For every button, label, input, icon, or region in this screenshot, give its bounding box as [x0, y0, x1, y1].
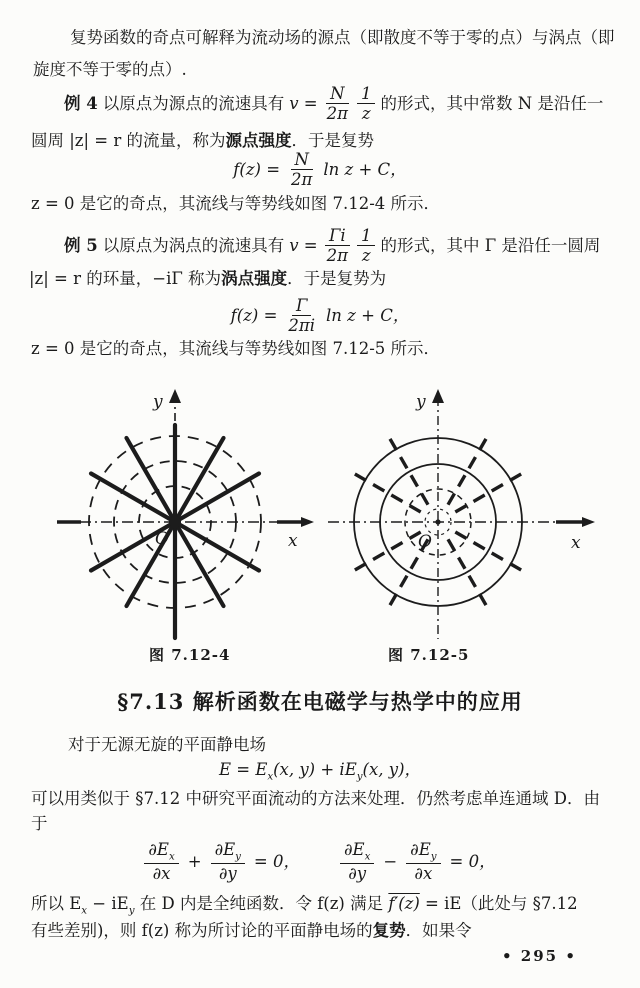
example5-line-2: |z| = r 的环量，−iΓ 称为涡点强度．于是复势为: [29, 269, 387, 288]
equals-zero-1: = 0，: [253, 851, 300, 871]
intro-line-2: 旋度不等于零的点）.: [33, 60, 187, 79]
figure-7-12-4: [55, 385, 325, 645]
x-axis-label: x: [571, 533, 581, 553]
y-axis-arrow-icon: [432, 389, 444, 403]
intro-line-1: 复势函数的奇点可解释为流动场的源点（即散度不等于零的点）与涡点（即: [70, 28, 615, 47]
plus-operator: +: [187, 851, 202, 871]
example4-tail: 的形式，其中常数 N 是沿任一: [380, 93, 604, 113]
electro-intro-line: 对于无源无旋的平面静电场: [68, 735, 266, 754]
pde-fraction-4: $\frac{\partial E_y}{\partial x}$: [406, 840, 440, 884]
origin-label: O: [418, 532, 432, 552]
example4-lead: 以原点为源点的流速具有: [102, 93, 285, 113]
figure-7-12-5: [328, 385, 618, 645]
velocity-equals: v =: [289, 93, 318, 113]
velocity-equals-2: v =: [289, 235, 318, 255]
electro-line-2a: 可以用类似于 §7.12 中研究平面流动的方法来处理．仍然考虑单连通域 D．由: [31, 789, 600, 808]
example5-lead: 以原点为涡点的流速具有: [102, 235, 285, 255]
fraction-N-2pi: $\frac{N}{2\pi}$: [291, 150, 313, 190]
field-formula: $E = E_x(x$, $y) + iE_y(x$, y)，: [218, 760, 422, 783]
y-axis-label: y: [416, 392, 426, 412]
example5-tail: 的形式，其中 Γ 是沿任一圆周: [380, 235, 601, 255]
fraction-gamma-2pii: $\frac{\Gamma}{2\pi i}$: [288, 296, 316, 336]
origin-dot: [169, 516, 181, 528]
pde-fraction-2: $\frac{\partial E_y}{\partial y}$: [211, 840, 245, 884]
example4-line-3: z = 0 是它的奇点，其流线与等势线如图 7.12-4 所示．: [31, 194, 441, 213]
equals-zero-2: = 0，: [449, 851, 496, 871]
fraction-1-over-zbar: $\frac{1}{z}$: [357, 84, 376, 124]
figure-caption-2: 图 7.12-5: [388, 646, 470, 664]
formula-source-potential: f(z) = $\frac{N}{2\pi}$ ln z + C，: [233, 150, 407, 190]
fraction-gammai-over-2pi: $\frac{\Gamma i}{2\pi}$: [326, 226, 348, 266]
pde-fraction-1: $\frac{\partial E_x}{\partial x}$: [144, 840, 178, 884]
complex-potential-term: 复势: [372, 921, 406, 940]
example5-label: 例 5: [64, 235, 98, 255]
example4-line-2: 圆周 |z| = r 的流量，称为源点强度．于是复势: [31, 131, 375, 150]
example5-line-3: z = 0 是它的奇点，其流线与等势线如图 7.12-5 所示．: [31, 339, 441, 358]
origin-dot: [435, 519, 440, 524]
fraction-N-over-2pi: $\frac{N}{2\pi}$: [326, 84, 348, 124]
minus-operator: −: [383, 851, 398, 871]
x-axis-arrow-icon: [301, 517, 314, 527]
page-number: • 295 •: [502, 947, 577, 965]
figure-caption-1: 图 7.12-4: [149, 646, 231, 664]
x-axis-label: x: [288, 531, 298, 551]
f-prime-overline: f′(z): [388, 894, 420, 913]
y-axis-label: y: [153, 392, 163, 412]
closing-line-2: 有些差别)，则 f(z) 称为所讨论的平面静电场的复势．如果令: [31, 921, 472, 940]
x-axis-arrow-icon: [582, 517, 595, 527]
pde-fraction-3: $\frac{\partial E_x}{\partial y}$: [340, 840, 374, 884]
fraction-1-over-zbar-2: $\frac{1}{z}$: [357, 226, 376, 266]
formula-vortex-potential: f(z) = $\frac{\Gamma}{2\pi i}$ ln z + C，: [230, 296, 410, 336]
section-heading: §7.13 解析函数在电磁学与热学中的应用: [117, 689, 523, 714]
origin-label: O: [155, 529, 169, 549]
electro-line-2b: 于: [31, 814, 48, 833]
y-axis-arrow-icon: [169, 389, 181, 403]
example4-label: 例 4: [64, 93, 98, 113]
source-strength-term: 源点强度: [225, 131, 292, 150]
example4-line-1: [64, 84, 603, 124]
example5-line-1: [64, 226, 600, 266]
closing-line-1: 所以 $E_x - iE_y$ 在 D 内是全纯函数．令 f(z) 满足 f′(z) = iE（此处与 §7.12: [31, 894, 578, 917]
pde-formula: [0, 840, 640, 884]
vortex-strength-term: 涡点强度: [221, 269, 288, 288]
